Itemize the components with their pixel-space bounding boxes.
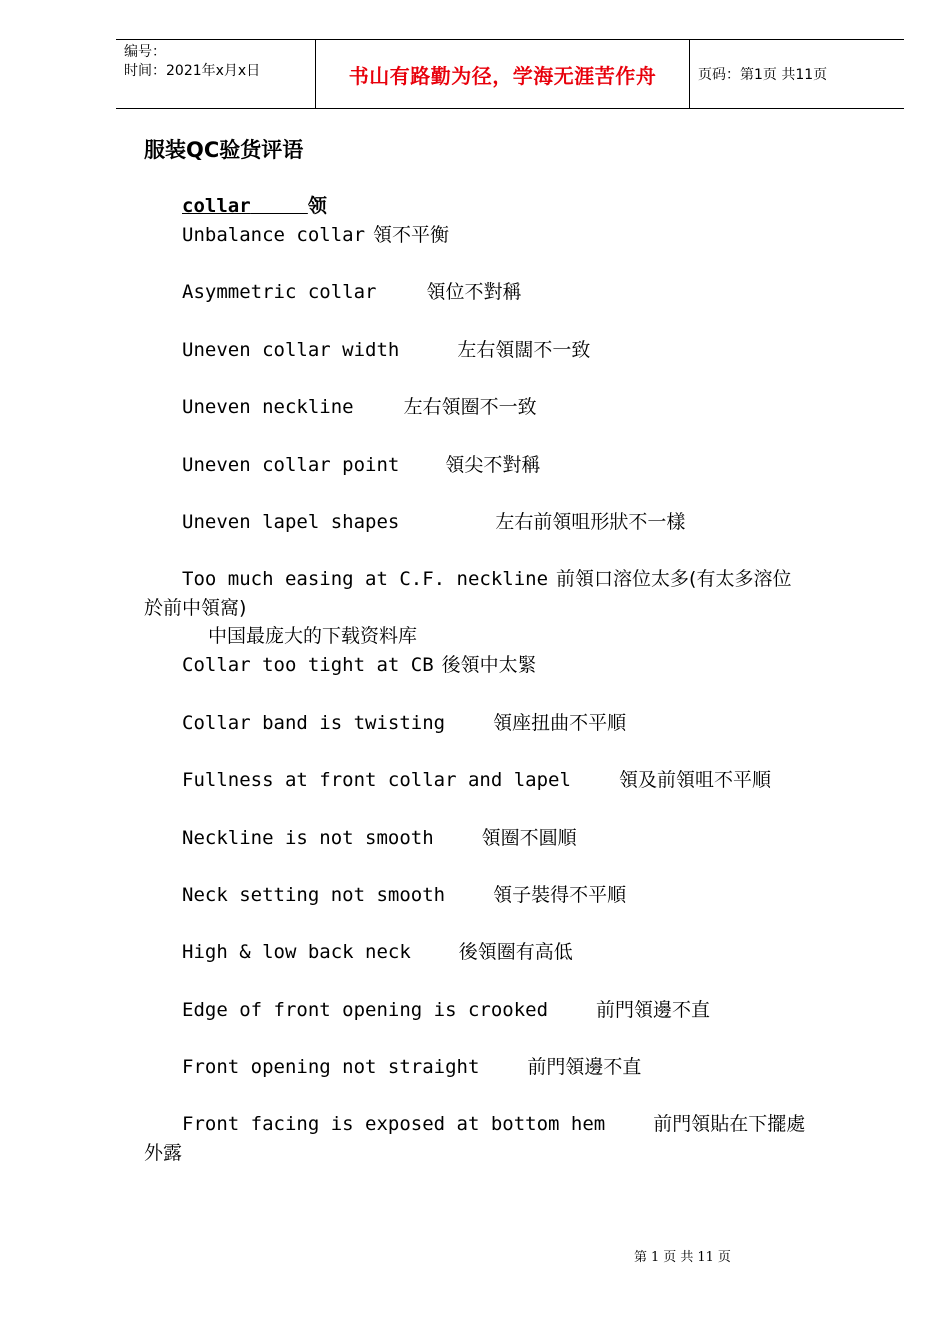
entry-chinese: 領座扭曲不平順 [493, 711, 627, 734]
section-heading [144, 192, 894, 221]
entry-row [144, 996, 894, 1053]
entry-english: Neck setting not smooth [182, 883, 446, 906]
entry-row [144, 1053, 894, 1110]
entry-chinese: 前門領貼在下擺處 [653, 1113, 806, 1136]
entry-english: Uneven collar point [182, 453, 400, 476]
header-meta-cell [116, 40, 316, 108]
entry-chinese: 前領口溶位太多(有太多溶位 [556, 568, 792, 591]
entry-chinese-continued: 於前中領窩) [144, 597, 247, 620]
entry-row [144, 221, 894, 278]
entry-english: Fullness at front collar and lapel [182, 769, 571, 792]
section-heading-zh: 领 [307, 195, 327, 217]
entry-chinese: 左右前領咀形狀不一樣 [495, 510, 686, 533]
entry-list [144, 221, 894, 1167]
entry-english: Neckline is not smooth [182, 826, 434, 849]
entry-row [144, 651, 894, 708]
entry-row [144, 709, 894, 766]
entry-row [144, 766, 894, 823]
entry-chinese: 前門領邊不直 [527, 1056, 642, 1079]
entry-chinese: 左右領圈不一致 [403, 396, 537, 419]
footer-page-label: 第 [634, 1250, 648, 1265]
section-heading-en: collar [182, 195, 251, 217]
entry-chinese: 領尖不對稱 [445, 453, 541, 476]
entry-english: Uneven collar width [182, 338, 400, 361]
entry-row [144, 451, 894, 508]
header-motto: 书山有路勤为径，学海无涯苦作舟 [316, 40, 690, 108]
entry-row [144, 278, 894, 335]
entry-row [144, 508, 894, 565]
entry-row [144, 565, 894, 622]
entry-english: Collar too tight at CB [182, 654, 434, 677]
entry-row [144, 393, 894, 450]
footer-page-num: 1 [651, 1250, 660, 1265]
entry-english: Asymmetric collar [182, 281, 377, 304]
entry-chinese: 前門領邊不直 [596, 998, 711, 1021]
entry-english: Front opening not straight [182, 1056, 480, 1079]
entry-row [144, 336, 894, 393]
entry-chinese: 後領圈有高低 [458, 941, 573, 964]
entry-chinese: 領圈不圓順 [481, 826, 577, 849]
document-body [144, 192, 894, 1167]
entry-chinese-continued: 外露 [144, 1142, 183, 1165]
entry-row [144, 1110, 894, 1167]
entry-chinese: 領不平衡 [373, 224, 450, 246]
header-page-info: 页码：第1页 共11页 [698, 67, 828, 83]
watermark-note: 中国最庞大的下载资料库 [208, 625, 418, 648]
entry-chinese: 領子裝得不平順 [493, 883, 627, 906]
footer-total-end: 页 [717, 1250, 731, 1265]
entry-english: Unbalance collar [182, 224, 366, 246]
entry-english: Edge of front opening is crooked [182, 998, 549, 1021]
footer-total-label: 共 [680, 1250, 694, 1265]
page-header [116, 39, 904, 109]
entry-english: Too much easing at C.F. neckline [182, 568, 549, 591]
time-label: 时间：2021年x月x日 [124, 63, 261, 79]
entry-row [144, 881, 894, 938]
entry-english: Uneven lapel shapes [182, 510, 400, 533]
document-title: 服装QC验货评语 [144, 138, 304, 162]
entry-english: Front facing is exposed at bottom hem [182, 1113, 606, 1136]
page-footer [634, 1246, 735, 1265]
footer-total-num: 11 [697, 1250, 714, 1265]
entry-chinese: 後領中太緊 [441, 654, 537, 677]
entry-chinese: 左右領闊不一致 [457, 338, 591, 361]
entry-english: Collar band is twisting [182, 711, 446, 734]
entry-english: High & low back neck [182, 941, 411, 964]
entry-row [144, 824, 894, 881]
entry-chinese: 領位不對稱 [426, 281, 522, 304]
footer-page-mid: 页 [663, 1250, 677, 1265]
entry-row [144, 938, 894, 995]
entry-english: Uneven neckline [182, 396, 354, 419]
number-label: 编号： [124, 44, 166, 60]
entry-chinese: 領及前領咀不平順 [618, 769, 771, 792]
